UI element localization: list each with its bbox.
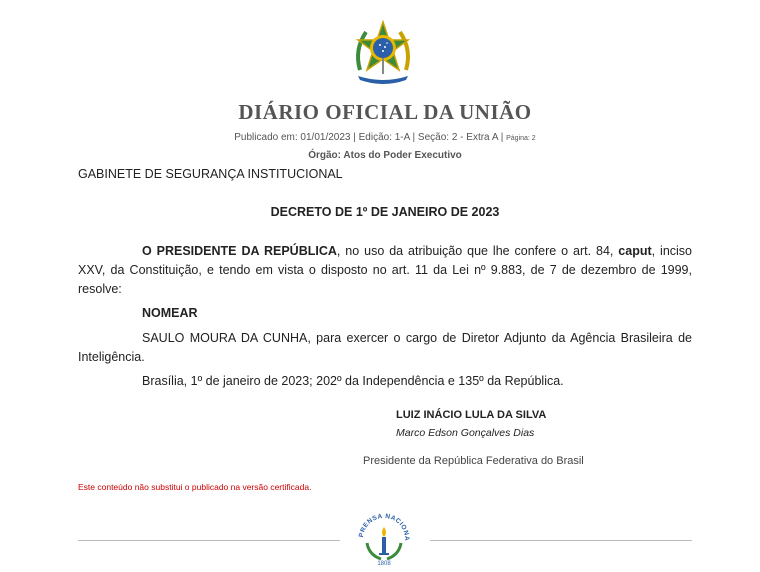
orgao-label: Órgão: bbox=[308, 150, 341, 161]
seal-year: 1808 bbox=[377, 561, 391, 567]
appointment-text bbox=[78, 329, 692, 367]
co-signer-name: Marco Edson Gonçalves Dias bbox=[396, 427, 535, 439]
page-number: Página: 2 bbox=[506, 135, 536, 142]
decree-preamble bbox=[78, 242, 692, 299]
orgao-line bbox=[0, 150, 760, 161]
publication-info bbox=[0, 132, 760, 143]
publication-details: Publicado em: 01/01/2023 | Edição: 1-A | Seção: 2 - Extra A | bbox=[234, 132, 504, 143]
president-subject: O PRESIDENTE DA REPÚBLICA bbox=[142, 244, 337, 258]
signer-name: LUIZ INÁCIO LULA DA SILVA bbox=[396, 409, 547, 421]
svg-text:IMPRENSA NACIONAL bbox=[355, 509, 410, 541]
seal-arc-text: PRENSA NACIONA bbox=[358, 512, 411, 542]
imprensa-nacional-seal-icon bbox=[355, 509, 413, 567]
department-name: GABINETE DE SEGURANÇA INSTITUCIONAL bbox=[78, 167, 343, 181]
preamble-text-a: , no uso da atribuição que lhe confere o art. 84, bbox=[336, 244, 619, 258]
caput-term: caput bbox=[618, 244, 652, 258]
signer-role: Presidente da República Federativa do Brasil bbox=[363, 455, 584, 467]
journal-title: DIÁRIO OFICIAL DA UNIÃO bbox=[238, 100, 532, 124]
footer-divider-left bbox=[78, 540, 340, 541]
orgao-value: Atos do Poder Executivo bbox=[343, 150, 462, 161]
preamble-text-b: , inciso XXV, da Constituição, e tendo em vista o disposto no art. 11 da Lei nº 9.883, de 7 de dezembro de 1999, resolve: bbox=[78, 244, 692, 296]
certification-disclaimer: Este conteúdo não substitui o publicado na versão certificada. bbox=[78, 482, 312, 492]
decree-title: DECRETO DE 1º DE JANEIRO DE 2023 bbox=[270, 205, 500, 219]
brazil-coat-of-arms-icon bbox=[350, 20, 416, 86]
place-and-date: Brasília, 1º de janeiro de 2023; 202º da Independência e 135º da República. bbox=[142, 374, 564, 388]
decree-action: NOMEAR bbox=[142, 306, 198, 320]
footer-divider-right bbox=[430, 540, 692, 541]
appointment-body: SAULO MOURA DA CUNHA, para exercer o cargo de Diretor Adjunto da Agência Brasileira de Inteligência. bbox=[78, 331, 692, 364]
